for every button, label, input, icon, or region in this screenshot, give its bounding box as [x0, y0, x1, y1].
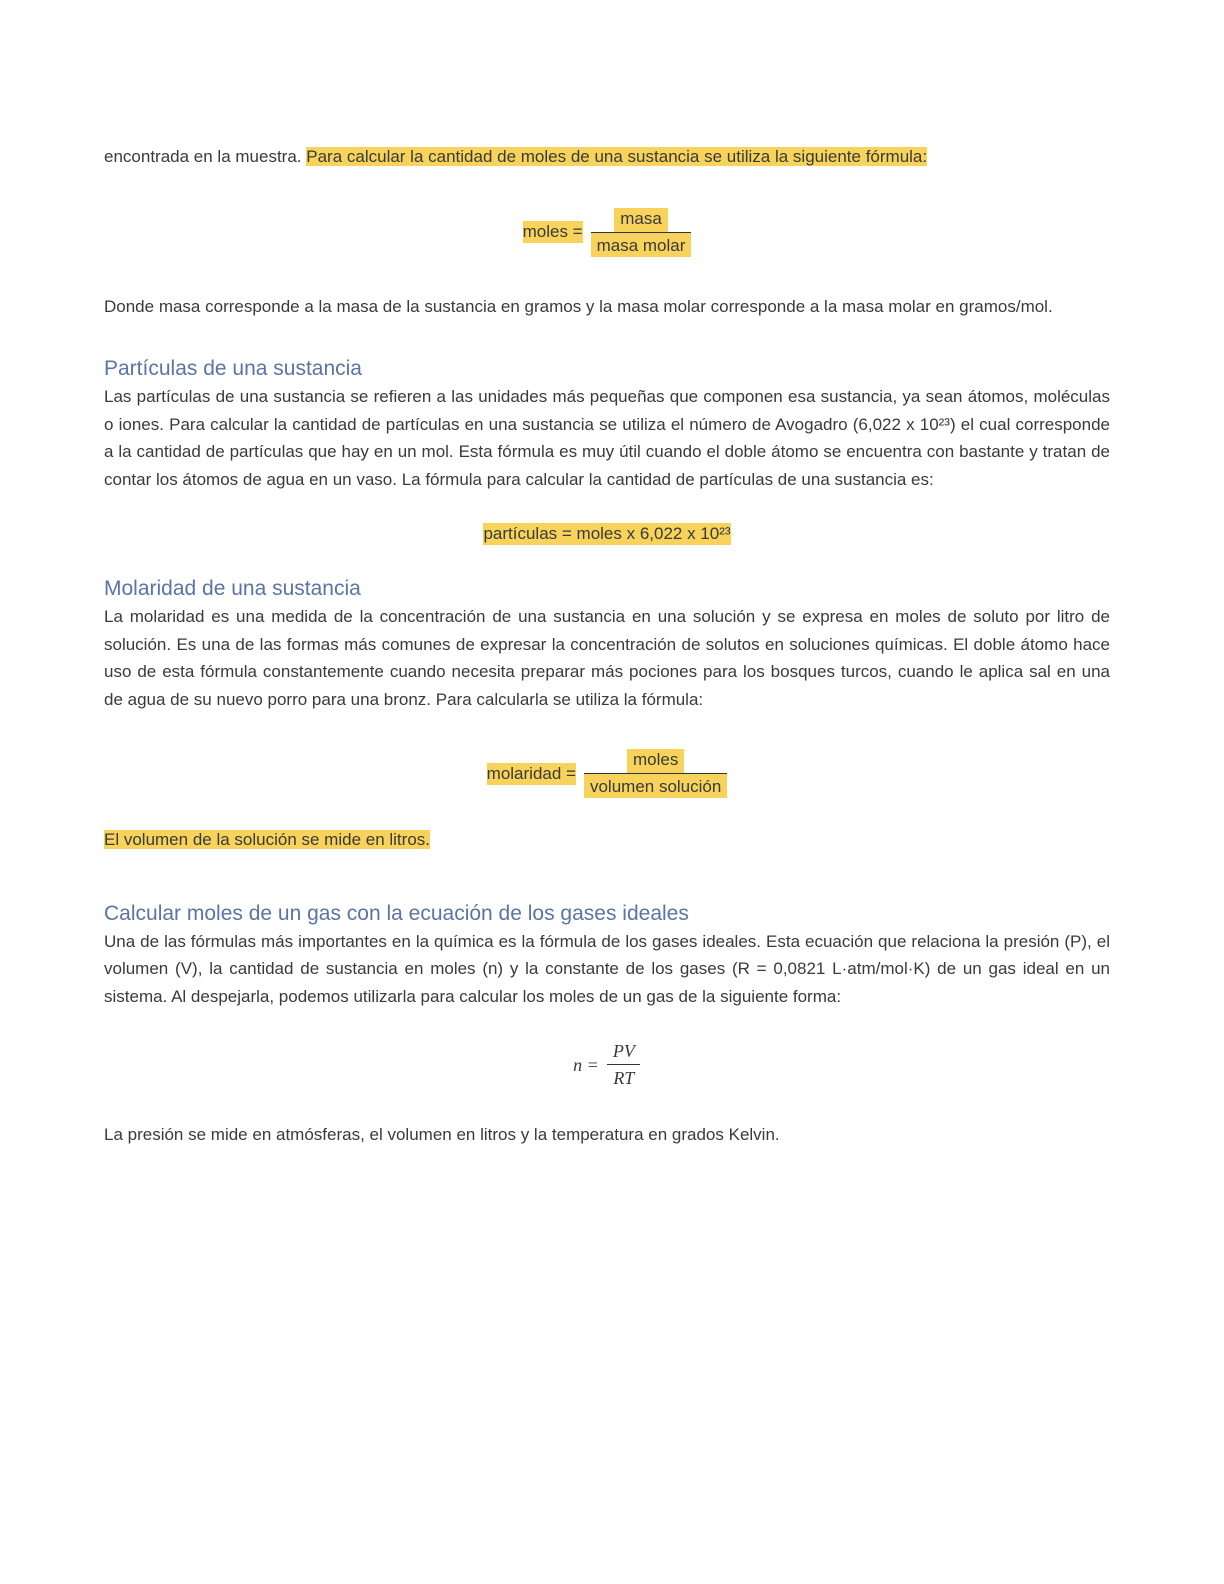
intro-highlighted-text: Para calcular la cantidad de moles de una sustancia se utiliza la siguiente fórmula:	[306, 147, 928, 166]
formula-numerator: masa	[614, 208, 668, 232]
paragraph-particulas: Las partículas de una sustancia se refieren a las unidades más pequeñas que componen esa sustancia, ya sean átomos, moléculas o iones. Para calcular la cantidad de partículas en una sustancia se utiliza el número de Avogadro (6,022 x 10²³) el cual corresponde a la cantidad de partículas que hay en un mol. Esta fórmula es muy útil cuando el doble átomo se encuentra con bastante y tratan de contar los átomos de agua en un vaso. La fórmula para calcular la cantidad de partículas de una sustancia es:	[104, 387, 1110, 489]
gases-formula-denominator: RT	[607, 1064, 640, 1089]
gases-formula-numerator: PV	[612, 1041, 635, 1061]
formula-lhs: moles =	[522, 222, 583, 241]
paragraph-gases: Una de las fórmulas más importantes en la química es la fórmula de los gases ideales. Esta ecuación que relaciona la presión (P), el volumen (V), la cantidad de sustancia en moles (n) y la constante de los gases (R = 0,0821 L·atm/mol·K) de un gas ideal en un sistema. Al despejarla, podemos utilizarla para calcular los moles de un gas de la siguiente forma:	[104, 931, 1110, 1006]
molaridad-formula-lhs: molaridad =	[486, 763, 576, 783]
particulas-formula-text: partículas = moles x 6,022 x 10²³	[483, 524, 731, 543]
intro-plain-text: encontrada en la muestra.	[104, 147, 302, 166]
gases-formula-lhs: n =	[573, 1054, 599, 1075]
formula-fraction	[591, 208, 692, 257]
paragraph-molaridad-note	[104, 826, 1110, 854]
formula-denominator: masa molar	[591, 232, 692, 257]
heading-gases: Calcular moles de un gas con la ecuación de los gases ideales	[104, 901, 689, 925]
heading-molaridad: Molaridad de una sustancia	[104, 577, 361, 600]
molaridad-formula-fraction	[584, 749, 727, 798]
paragraph-molaridad: La molaridad es una medida de la concentración de una sustancia en una solución y se expresa en moles de soluto por litro de solución. Es una de las formas más comunes de expresar la concentración de solutos en soluciones químicas. El doble átomo hace uso de esta fórmula constantemente cuando necesita preparar más pociones para los bosques turcos, cuando le aplica sal en una de agua de su nuevo porro para una bronz. Para calcularla se utiliza la fórmula:	[104, 607, 1110, 709]
document-body	[104, 143, 1110, 1149]
gases-formula	[104, 1040, 1110, 1089]
paragraph-intro	[104, 143, 1110, 171]
heading-particulas: Partículas de una sustancia	[104, 357, 362, 380]
paragraph-gases-note: La presión se mide en atmósferas, el volumen en litros y la temperatura en grados Kelvin.	[104, 1125, 780, 1144]
particulas-formula	[104, 523, 1110, 545]
paragraph-mass-definition: Donde masa corresponde a la masa de la sustancia en gramos y la masa molar corresponde a la masa molar en gramos/mol.	[104, 296, 1053, 316]
molaridad-formula-denominator: volumen solución	[584, 773, 727, 798]
moles-formula	[104, 208, 1110, 257]
gases-formula-fraction	[607, 1040, 641, 1089]
molaridad-formula	[104, 749, 1110, 798]
molaridad-formula-numerator: moles	[627, 749, 684, 773]
molaridad-note-text: El volumen de la solución se mide en litros.	[104, 830, 430, 849]
